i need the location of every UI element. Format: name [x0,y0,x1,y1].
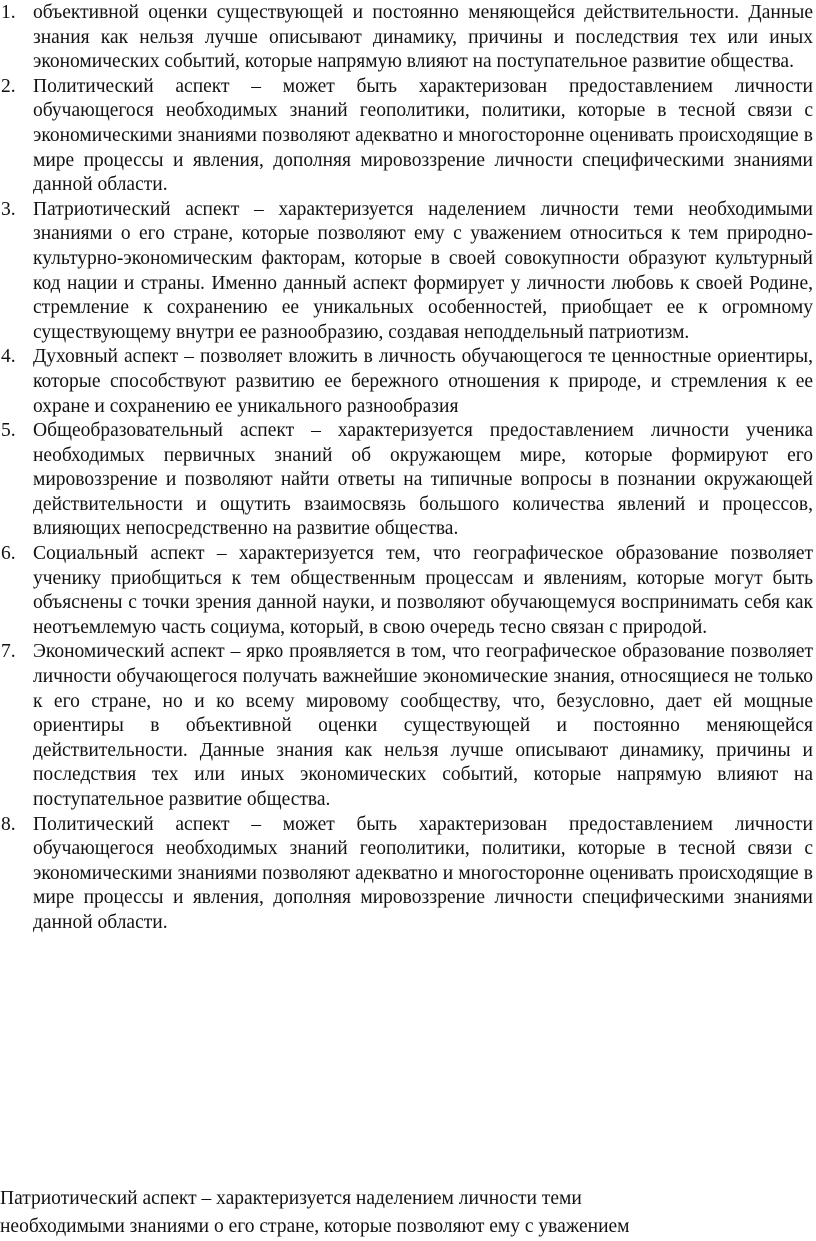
list-item-text: Политический аспект – может быть характеризован предоставлением личности обучающегося необходимых знаний геополитики, политики, которые в тесной связи с экономическими знаниями позволяют адекватно и многосторонне оценивать происходящие в мире процессы и явления, дополняя мировоззрение личности специфическими знаниями данной области. [33,813,813,933]
list-item [0,542,816,640]
list-item [0,198,816,346]
list-item-text: Патриотический аспект – характеризуется наделением личности теми необходимыми знаниями о его стране, которые позволяют ему с уважением относиться к тем природно-культурно-экономическим факторам, которые в своей совокупности образуют культурный код нации и страны. Именно данный аспект формирует у личности любовь к своей Родине, стремление к сохранению ее уникальных особенностей, приобщает ее к огромному существующему внутри ее разнообразию, создавая неподдельный патриотизм. [33,198,813,343]
list-item [0,1,816,75]
list-item-number: 2. [1,75,16,97]
list-item-text: Общеобразовательный аспект – характеризуется предоставлением личности ученика необходимых первичных знаний об окружающем мире, которые формируют его мировоззрение и позволяют найти ответы на типичные вопросы в познании окружающей действительности и ощутить взаимосвязь большого количества явлений и процессов, влияющих непосредственно на развитие общества. [33,420,813,540]
list-item-number: 8. [1,813,16,835]
list-item [0,640,816,812]
list-item [0,419,816,542]
list-item-text: Социальный аспект – характеризуется тем, что географическое образование позволяет ученику приобщиться к тем общественным процессам и явлениям, которые могут быть объяснены с точки зрения данной науки, и позволяют обучающемуся воспринимать себя как неотъемлемую часть социума, который, в свою очередь тесно связан с природой. [33,543,813,638]
list-item-text: объективной оценки существующей и постоянно меняющейся действительности. Данные знания как нельзя лучше описывают динамику, причины и последствия тех или иных экономических событий, которые напрямую влияют на поступательное развитие общества. [33,2,813,73]
list-item-text: Духовный аспект – позволяет вложить в личность обучающегося те ценностные ориентиры, которые способствуют развитию ее бережного отношения к природе, и стремления к ее охране и сохранению ее уникального разнообразия [33,346,813,417]
list-item-number: 7. [1,641,16,663]
list-item [0,813,816,936]
list-item-number: 6. [1,543,16,565]
trailing-paragraph [0,1185,816,1241]
trailing-line: Патриотический аспект – характеризуется наделением личности теми [0,1188,582,1209]
list-item-number: 5. [1,420,16,442]
list-item [0,75,816,198]
list-item-number: 4. [1,346,16,368]
trailing-line: необходимыми знаниями о его стране, которые позволяют ему с уважением [0,1216,630,1237]
list-item [0,345,816,419]
list-item-text: Политический аспект – может быть характеризован предоставлением личности обучающегося необходимых знаний геополитики, политики, которые в тесной связи с экономическими знаниями позволяют адекватно и многосторонне оценивать происходящие в мире процессы и явления, дополняя мировоззрение личности специфическими знаниями данной области. [33,75,813,196]
list-item-number: 3. [1,198,16,220]
list-item-number: 1. [1,2,16,23]
list-item-text: Экономический аспект – ярко проявляется в том, что географическое образование позволяет личности обучающегося получать важнейшие экономические знания, относящиеся не только к его стране, но и ко всему мировому сообществу, что, безусловно, дает ей мощные ориентиры в объективной оценки существующей и постоянно меняющейся действительности. Данные знания как нельзя лучше описывают динамику, причины и последствия тех или иных экономических событий, которые напрямую влияют на поступательное развитие общества. [33,641,813,810]
aspects-list [0,1,816,936]
